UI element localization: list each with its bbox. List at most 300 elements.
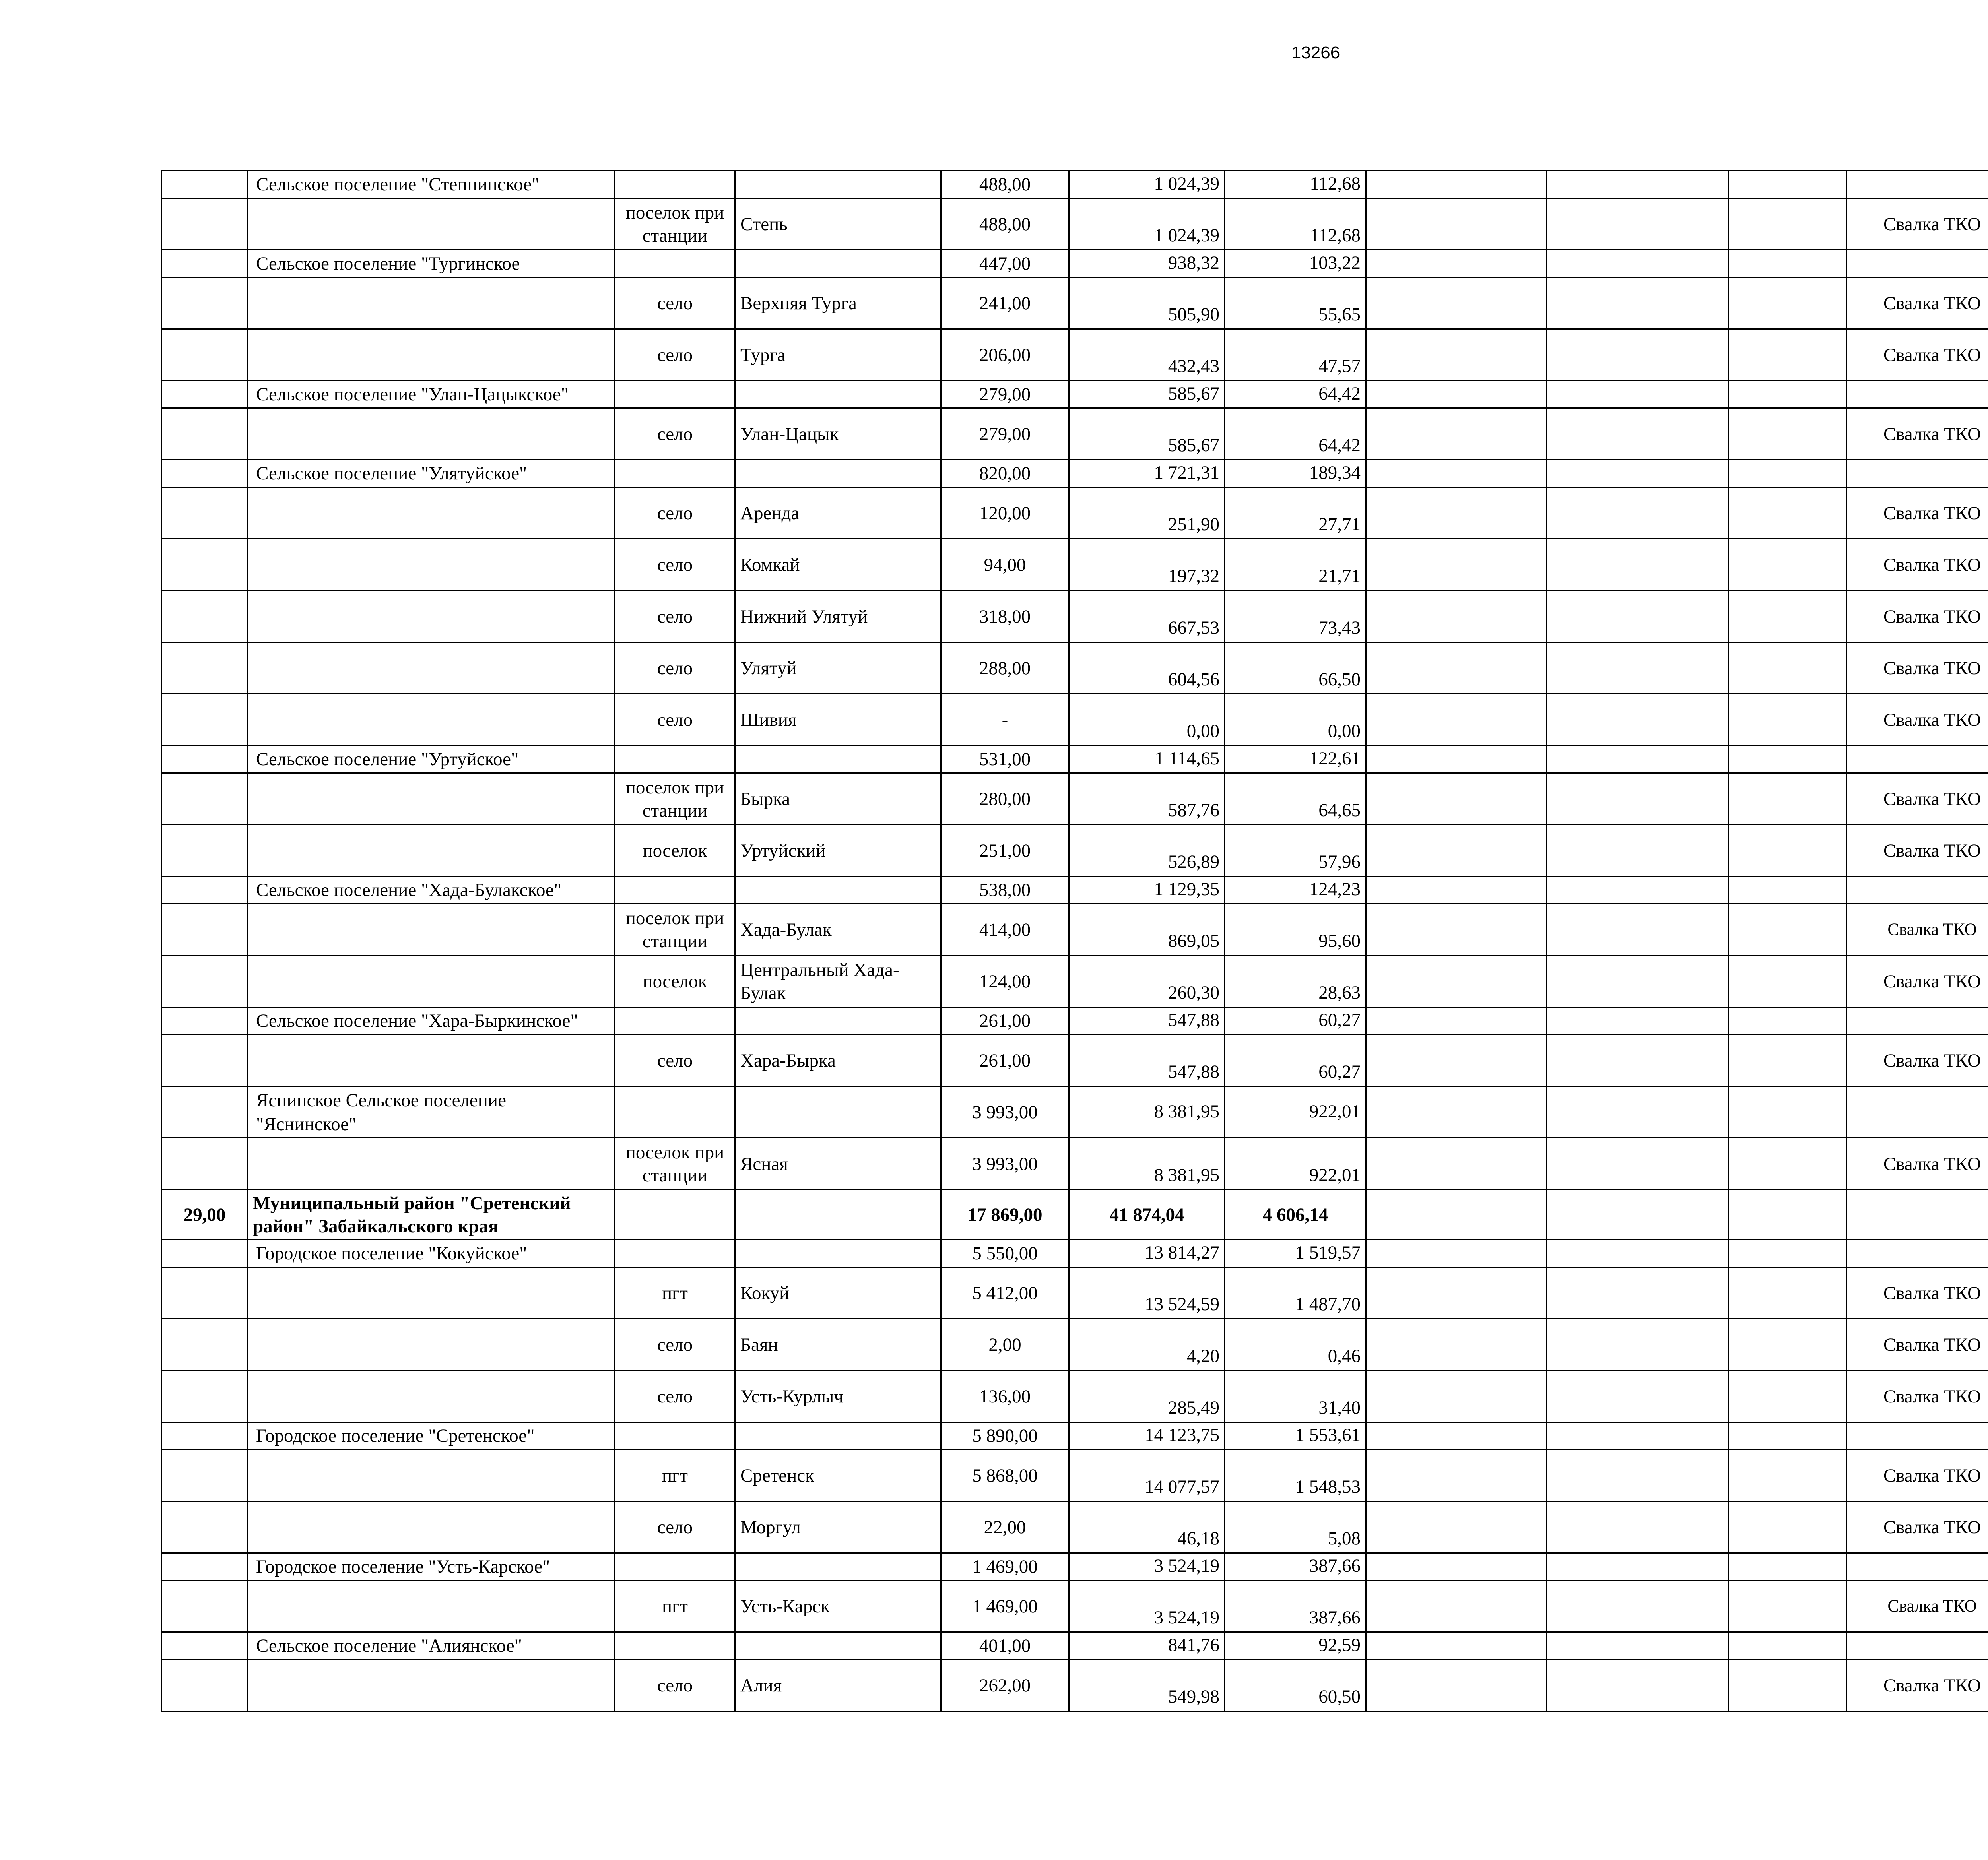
empty-cell xyxy=(1847,1240,1988,1267)
volume-1: 526,89 xyxy=(1069,825,1225,877)
name-cell xyxy=(248,1660,615,1711)
empty-cell xyxy=(1729,198,1847,250)
settlement-row xyxy=(162,539,1988,591)
settlement-group-row xyxy=(162,1240,1988,1267)
settlement-name: Степь xyxy=(735,198,941,250)
settlement-type: село xyxy=(615,1501,735,1553)
population: 206,00 xyxy=(941,329,1069,381)
volume-1: 3 524,19 xyxy=(1069,1553,1225,1581)
facility-type: Свалка ТКО xyxy=(1847,277,1988,329)
index-cell xyxy=(162,408,248,460)
index-cell xyxy=(162,694,248,746)
group-name: Сельское поселение "Улан-Цацыкское" xyxy=(248,381,615,408)
index-cell xyxy=(162,460,248,487)
settlement-name: Хара-Бырка xyxy=(735,1035,941,1086)
settlement-name: Хада-Булак xyxy=(735,904,941,956)
empty-cell xyxy=(1547,1422,1729,1450)
empty-cell xyxy=(1366,1035,1547,1086)
settlement-row xyxy=(162,642,1988,694)
settlement-type xyxy=(615,381,735,408)
settlement-type xyxy=(615,1422,735,1450)
population: 3 993,00 xyxy=(941,1086,1069,1138)
empty-cell xyxy=(1729,277,1847,329)
volume-1: 13 524,59 xyxy=(1069,1267,1225,1319)
empty-cell xyxy=(1366,746,1547,773)
empty-cell xyxy=(1847,746,1988,773)
volume-2: 4 606,14 xyxy=(1225,1190,1366,1240)
empty-cell xyxy=(1366,694,1547,746)
volume-2: 57,96 xyxy=(1225,825,1366,877)
volume-1: 285,49 xyxy=(1069,1371,1225,1422)
settlement-name xyxy=(735,381,941,408)
volume-1: 3 524,19 xyxy=(1069,1581,1225,1632)
empty-cell xyxy=(1729,1035,1847,1086)
settlement-type: село xyxy=(615,1319,735,1371)
settlement-row xyxy=(162,1035,1988,1086)
empty-cell xyxy=(1547,171,1729,198)
volume-2: 60,27 xyxy=(1225,1007,1366,1035)
empty-cell xyxy=(1366,487,1547,539)
population: 5 890,00 xyxy=(941,1422,1069,1450)
volume-2: 922,01 xyxy=(1225,1138,1366,1190)
settlement-name: Аренда xyxy=(735,487,941,539)
population: 538,00 xyxy=(941,877,1069,904)
population: 414,00 xyxy=(941,904,1069,956)
empty-cell xyxy=(1366,1007,1547,1035)
index-cell xyxy=(162,329,248,381)
empty-cell xyxy=(1729,1371,1847,1422)
volume-1: 549,98 xyxy=(1069,1660,1225,1711)
settlement-name xyxy=(735,1632,941,1660)
empty-cell xyxy=(1547,1035,1729,1086)
group-name: Сельское поселение "Тургинское xyxy=(248,250,615,277)
volume-2: 0,00 xyxy=(1225,694,1366,746)
population: 401,00 xyxy=(941,1632,1069,1660)
facility-type: Свалка ТКО xyxy=(1847,1450,1988,1501)
population: 531,00 xyxy=(941,746,1069,773)
index-cell xyxy=(162,381,248,408)
group-name: Городское поселение "Сретенское" xyxy=(248,1422,615,1450)
settlement-name xyxy=(735,746,941,773)
index-cell xyxy=(162,773,248,825)
municipal-district-row xyxy=(162,1190,1988,1240)
empty-cell xyxy=(1729,642,1847,694)
empty-cell xyxy=(1547,1581,1729,1632)
name-cell xyxy=(248,904,615,956)
population: - xyxy=(941,694,1069,746)
empty-cell xyxy=(1547,591,1729,642)
name-cell xyxy=(248,1371,615,1422)
volume-1: 585,67 xyxy=(1069,408,1225,460)
empty-cell xyxy=(1366,825,1547,877)
volume-2: 60,50 xyxy=(1225,1660,1366,1711)
volume-2: 31,40 xyxy=(1225,1371,1366,1422)
empty-cell xyxy=(1847,1632,1988,1660)
facility-type: Свалка ТКО xyxy=(1847,1267,1988,1319)
settlement-row xyxy=(162,1138,1988,1190)
name-cell xyxy=(248,1267,615,1319)
index-cell xyxy=(162,1632,248,1660)
settlement-type xyxy=(615,1240,735,1267)
facility-type: Свалка ТКО xyxy=(1847,773,1988,825)
volume-1: 1 129,35 xyxy=(1069,877,1225,904)
empty-cell xyxy=(1547,1660,1729,1711)
volume-1: 841,76 xyxy=(1069,1632,1225,1660)
group-name: Яснинское Сельское поселение "Яснинское" xyxy=(248,1086,615,1138)
volume-1: 547,88 xyxy=(1069,1035,1225,1086)
empty-cell xyxy=(1366,1422,1547,1450)
population: 251,00 xyxy=(941,825,1069,877)
facility-type: Свалка ТКО xyxy=(1847,1319,1988,1371)
settlement-row xyxy=(162,773,1988,825)
population: 5 412,00 xyxy=(941,1267,1069,1319)
facility-type: Свалка ТКО xyxy=(1847,956,1988,1007)
volume-2: 27,71 xyxy=(1225,487,1366,539)
empty-cell xyxy=(1366,198,1547,250)
settlement-row xyxy=(162,198,1988,250)
volume-1: 432,43 xyxy=(1069,329,1225,381)
settlement-type: село xyxy=(615,1660,735,1711)
index-cell xyxy=(162,746,248,773)
group-name: Сельское поселение "Улятуйское" xyxy=(248,460,615,487)
name-cell xyxy=(248,329,615,381)
settlement-name: Баян xyxy=(735,1319,941,1371)
settlement-type xyxy=(615,877,735,904)
empty-cell xyxy=(1729,1319,1847,1371)
population: 3 993,00 xyxy=(941,1138,1069,1190)
volume-2: 60,27 xyxy=(1225,1035,1366,1086)
volume-1: 587,76 xyxy=(1069,773,1225,825)
index-cell xyxy=(162,1267,248,1319)
population: 5 550,00 xyxy=(941,1240,1069,1267)
empty-cell xyxy=(1729,487,1847,539)
volume-2: 28,63 xyxy=(1225,956,1366,1007)
empty-cell xyxy=(1366,1086,1547,1138)
settlement-name xyxy=(735,1007,941,1035)
empty-cell xyxy=(1729,1581,1847,1632)
volume-2: 64,42 xyxy=(1225,408,1366,460)
settlement-type xyxy=(615,1007,735,1035)
empty-cell xyxy=(1547,381,1729,408)
volume-2: 55,65 xyxy=(1225,277,1366,329)
empty-cell xyxy=(1847,1007,1988,1035)
settlement-name xyxy=(735,1422,941,1450)
empty-cell xyxy=(1366,642,1547,694)
group-name: Городское поселение "Кокуйское" xyxy=(248,1240,615,1267)
empty-cell xyxy=(1729,591,1847,642)
volume-2: 64,65 xyxy=(1225,773,1366,825)
population: 136,00 xyxy=(941,1371,1069,1422)
empty-cell xyxy=(1547,1267,1729,1319)
facility-type: Свалка ТКО xyxy=(1847,329,1988,381)
settlement-group-row xyxy=(162,381,1988,408)
volume-1: 585,67 xyxy=(1069,381,1225,408)
empty-cell xyxy=(1547,642,1729,694)
empty-cell xyxy=(1547,1086,1729,1138)
settlement-group-row xyxy=(162,1422,1988,1450)
settlement-name: Улятуй xyxy=(735,642,941,694)
population: 2,00 xyxy=(941,1319,1069,1371)
index-cell: 29,00 xyxy=(162,1190,248,1240)
index-cell xyxy=(162,1086,248,1138)
index-cell xyxy=(162,1035,248,1086)
name-cell xyxy=(248,956,615,1007)
settlement-row xyxy=(162,487,1988,539)
settlement-group-row xyxy=(162,460,1988,487)
facility-type: Свалка ТКО xyxy=(1847,1035,1988,1086)
group-name: Сельское поселение "Хара-Быркинское" xyxy=(248,1007,615,1035)
settlement-row xyxy=(162,904,1988,956)
index-cell xyxy=(162,591,248,642)
empty-cell xyxy=(1547,1632,1729,1660)
empty-cell xyxy=(1547,408,1729,460)
empty-cell xyxy=(1366,1240,1547,1267)
settlement-group-row xyxy=(162,250,1988,277)
settlement-row xyxy=(162,1581,1988,1632)
settlement-type xyxy=(615,746,735,773)
empty-cell xyxy=(1366,1660,1547,1711)
population: 488,00 xyxy=(941,171,1069,198)
index-cell xyxy=(162,198,248,250)
settlement-row xyxy=(162,1371,1988,1422)
settlement-name: Шивия xyxy=(735,694,941,746)
empty-cell xyxy=(1729,877,1847,904)
volume-1: 4,20 xyxy=(1069,1319,1225,1371)
facility-type: Свалка ТКО xyxy=(1847,642,1988,694)
empty-cell xyxy=(1847,1553,1988,1581)
settlement-name xyxy=(735,1086,941,1138)
empty-cell xyxy=(1366,877,1547,904)
facility-type: Свалка ТКО xyxy=(1847,825,1988,877)
empty-cell xyxy=(1366,408,1547,460)
settlement-name: Алия xyxy=(735,1660,941,1711)
volume-1: 869,05 xyxy=(1069,904,1225,956)
empty-cell xyxy=(1366,1553,1547,1581)
settlement-name: Уртуйский xyxy=(735,825,941,877)
empty-cell xyxy=(1729,1190,1847,1240)
index-cell xyxy=(162,877,248,904)
name-cell xyxy=(248,694,615,746)
volume-2: 64,42 xyxy=(1225,381,1366,408)
volume-2: 1 487,70 xyxy=(1225,1267,1366,1319)
volume-2: 66,50 xyxy=(1225,642,1366,694)
empty-cell xyxy=(1366,1632,1547,1660)
volume-2: 103,22 xyxy=(1225,250,1366,277)
settlement-type: село xyxy=(615,329,735,381)
empty-cell xyxy=(1729,904,1847,956)
empty-cell xyxy=(1729,1267,1847,1319)
settlement-type: поселок при станции xyxy=(615,1138,735,1190)
volume-1: 14 077,57 xyxy=(1069,1450,1225,1501)
settlement-row xyxy=(162,694,1988,746)
index-cell xyxy=(162,1581,248,1632)
empty-cell xyxy=(1729,1450,1847,1501)
empty-cell xyxy=(1366,381,1547,408)
empty-cell xyxy=(1547,1319,1729,1371)
volume-2: 1 548,53 xyxy=(1225,1450,1366,1501)
settlement-name: Улан-Цацык xyxy=(735,408,941,460)
index-cell xyxy=(162,1240,248,1267)
name-cell xyxy=(248,591,615,642)
population: 94,00 xyxy=(941,539,1069,591)
settlement-type: село xyxy=(615,1035,735,1086)
settlement-group-row xyxy=(162,1007,1988,1035)
volume-2: 73,43 xyxy=(1225,591,1366,642)
volume-1: 938,32 xyxy=(1069,250,1225,277)
index-cell xyxy=(162,487,248,539)
settlement-group-row xyxy=(162,171,1988,198)
volume-1: 604,56 xyxy=(1069,642,1225,694)
volume-1: 0,00 xyxy=(1069,694,1225,746)
volume-2: 112,68 xyxy=(1225,198,1366,250)
empty-cell xyxy=(1547,1190,1729,1240)
waste-sites-table xyxy=(161,170,1988,1712)
name-cell xyxy=(248,1581,615,1632)
empty-cell xyxy=(1729,1007,1847,1035)
settlement-type: село xyxy=(615,694,735,746)
empty-cell xyxy=(1547,773,1729,825)
name-cell xyxy=(248,1138,615,1190)
empty-cell xyxy=(1366,1501,1547,1553)
empty-cell xyxy=(1547,329,1729,381)
population: 120,00 xyxy=(941,487,1069,539)
index-cell xyxy=(162,1007,248,1035)
index-cell xyxy=(162,277,248,329)
empty-cell xyxy=(1729,329,1847,381)
settlement-row xyxy=(162,1319,1988,1371)
volume-1: 1 024,39 xyxy=(1069,198,1225,250)
index-cell xyxy=(162,1138,248,1190)
settlement-type: пгт xyxy=(615,1267,735,1319)
settlement-type xyxy=(615,250,735,277)
facility-type: Свалка ТКО xyxy=(1847,904,1988,956)
empty-cell xyxy=(1366,956,1547,1007)
population: 279,00 xyxy=(941,408,1069,460)
settlement-name xyxy=(735,250,941,277)
empty-cell xyxy=(1547,746,1729,773)
settlement-type: поселок при станции xyxy=(615,773,735,825)
empty-cell xyxy=(1847,1190,1988,1240)
empty-cell xyxy=(1729,746,1847,773)
empty-cell xyxy=(1547,825,1729,877)
name-cell xyxy=(248,539,615,591)
empty-cell xyxy=(1366,591,1547,642)
empty-cell xyxy=(1366,1319,1547,1371)
empty-cell xyxy=(1847,460,1988,487)
index-cell xyxy=(162,956,248,1007)
settlement-type: село xyxy=(615,277,735,329)
empty-cell xyxy=(1729,1240,1847,1267)
name-cell xyxy=(248,198,615,250)
group-name: Сельское поселение "Алиянское" xyxy=(248,1632,615,1660)
empty-cell xyxy=(1547,1553,1729,1581)
empty-cell xyxy=(1547,1371,1729,1422)
settlement-row xyxy=(162,1450,1988,1501)
empty-cell xyxy=(1729,539,1847,591)
empty-cell xyxy=(1847,381,1988,408)
settlement-type: поселок xyxy=(615,956,735,1007)
empty-cell xyxy=(1729,460,1847,487)
empty-cell xyxy=(1547,956,1729,1007)
settlement-name: Ясная xyxy=(735,1138,941,1190)
settlement-type: село xyxy=(615,642,735,694)
empty-cell xyxy=(1366,1138,1547,1190)
volume-2: 1 553,61 xyxy=(1225,1422,1366,1450)
facility-type: Свалка ТКО xyxy=(1847,487,1988,539)
empty-cell xyxy=(1366,329,1547,381)
name-cell xyxy=(248,825,615,877)
settlement-group-row xyxy=(162,1086,1988,1138)
empty-cell xyxy=(1547,277,1729,329)
index-cell xyxy=(162,539,248,591)
index-cell xyxy=(162,1660,248,1711)
facility-type: Свалка ТКО xyxy=(1847,408,1988,460)
index-cell xyxy=(162,1553,248,1581)
volume-1: 667,53 xyxy=(1069,591,1225,642)
facility-type: Свалка ТКО xyxy=(1847,591,1988,642)
name-cell xyxy=(248,1501,615,1553)
volume-2: 189,34 xyxy=(1225,460,1366,487)
empty-cell xyxy=(1547,539,1729,591)
volume-2: 5,08 xyxy=(1225,1501,1366,1553)
index-cell xyxy=(162,1450,248,1501)
volume-1: 1 024,39 xyxy=(1069,171,1225,198)
empty-cell xyxy=(1366,1450,1547,1501)
index-cell xyxy=(162,642,248,694)
settlement-name: Верхняя Турга xyxy=(735,277,941,329)
group-name: Сельское поселение "Уртуйское" xyxy=(248,746,615,773)
settlement-name: Бырка xyxy=(735,773,941,825)
volume-2: 122,61 xyxy=(1225,746,1366,773)
empty-cell xyxy=(1847,171,1988,198)
settlement-type: пгт xyxy=(615,1450,735,1501)
settlement-name xyxy=(735,1240,941,1267)
settlement-row xyxy=(162,408,1988,460)
volume-1: 46,18 xyxy=(1069,1501,1225,1553)
empty-cell xyxy=(1729,408,1847,460)
empty-cell xyxy=(1547,877,1729,904)
population: 1 469,00 xyxy=(941,1581,1069,1632)
name-cell xyxy=(248,277,615,329)
settlement-type: село xyxy=(615,591,735,642)
group-name: Сельское поселение "Хада-Булакское" xyxy=(248,877,615,904)
settlement-type: село xyxy=(615,1371,735,1422)
settlement-type: село xyxy=(615,487,735,539)
empty-cell xyxy=(1366,1371,1547,1422)
population: 488,00 xyxy=(941,198,1069,250)
settlement-name xyxy=(735,1190,941,1240)
page-number: 13266 xyxy=(1291,43,1340,62)
settlement-type xyxy=(615,460,735,487)
empty-cell xyxy=(1547,460,1729,487)
volume-1: 260,30 xyxy=(1069,956,1225,1007)
volume-1: 8 381,95 xyxy=(1069,1086,1225,1138)
settlement-type: село xyxy=(615,408,735,460)
group-name: Сельское поселение "Степнинское" xyxy=(248,171,615,198)
population: 5 868,00 xyxy=(941,1450,1069,1501)
empty-cell xyxy=(1547,1138,1729,1190)
volume-1: 505,90 xyxy=(1069,277,1225,329)
volume-2: 47,57 xyxy=(1225,329,1366,381)
settlement-row xyxy=(162,591,1988,642)
empty-cell xyxy=(1366,1267,1547,1319)
volume-1: 251,90 xyxy=(1069,487,1225,539)
settlement-name: Усть-Карск xyxy=(735,1581,941,1632)
settlement-name: Комкай xyxy=(735,539,941,591)
population: 318,00 xyxy=(941,591,1069,642)
settlement-row xyxy=(162,1660,1988,1711)
empty-cell xyxy=(1547,904,1729,956)
